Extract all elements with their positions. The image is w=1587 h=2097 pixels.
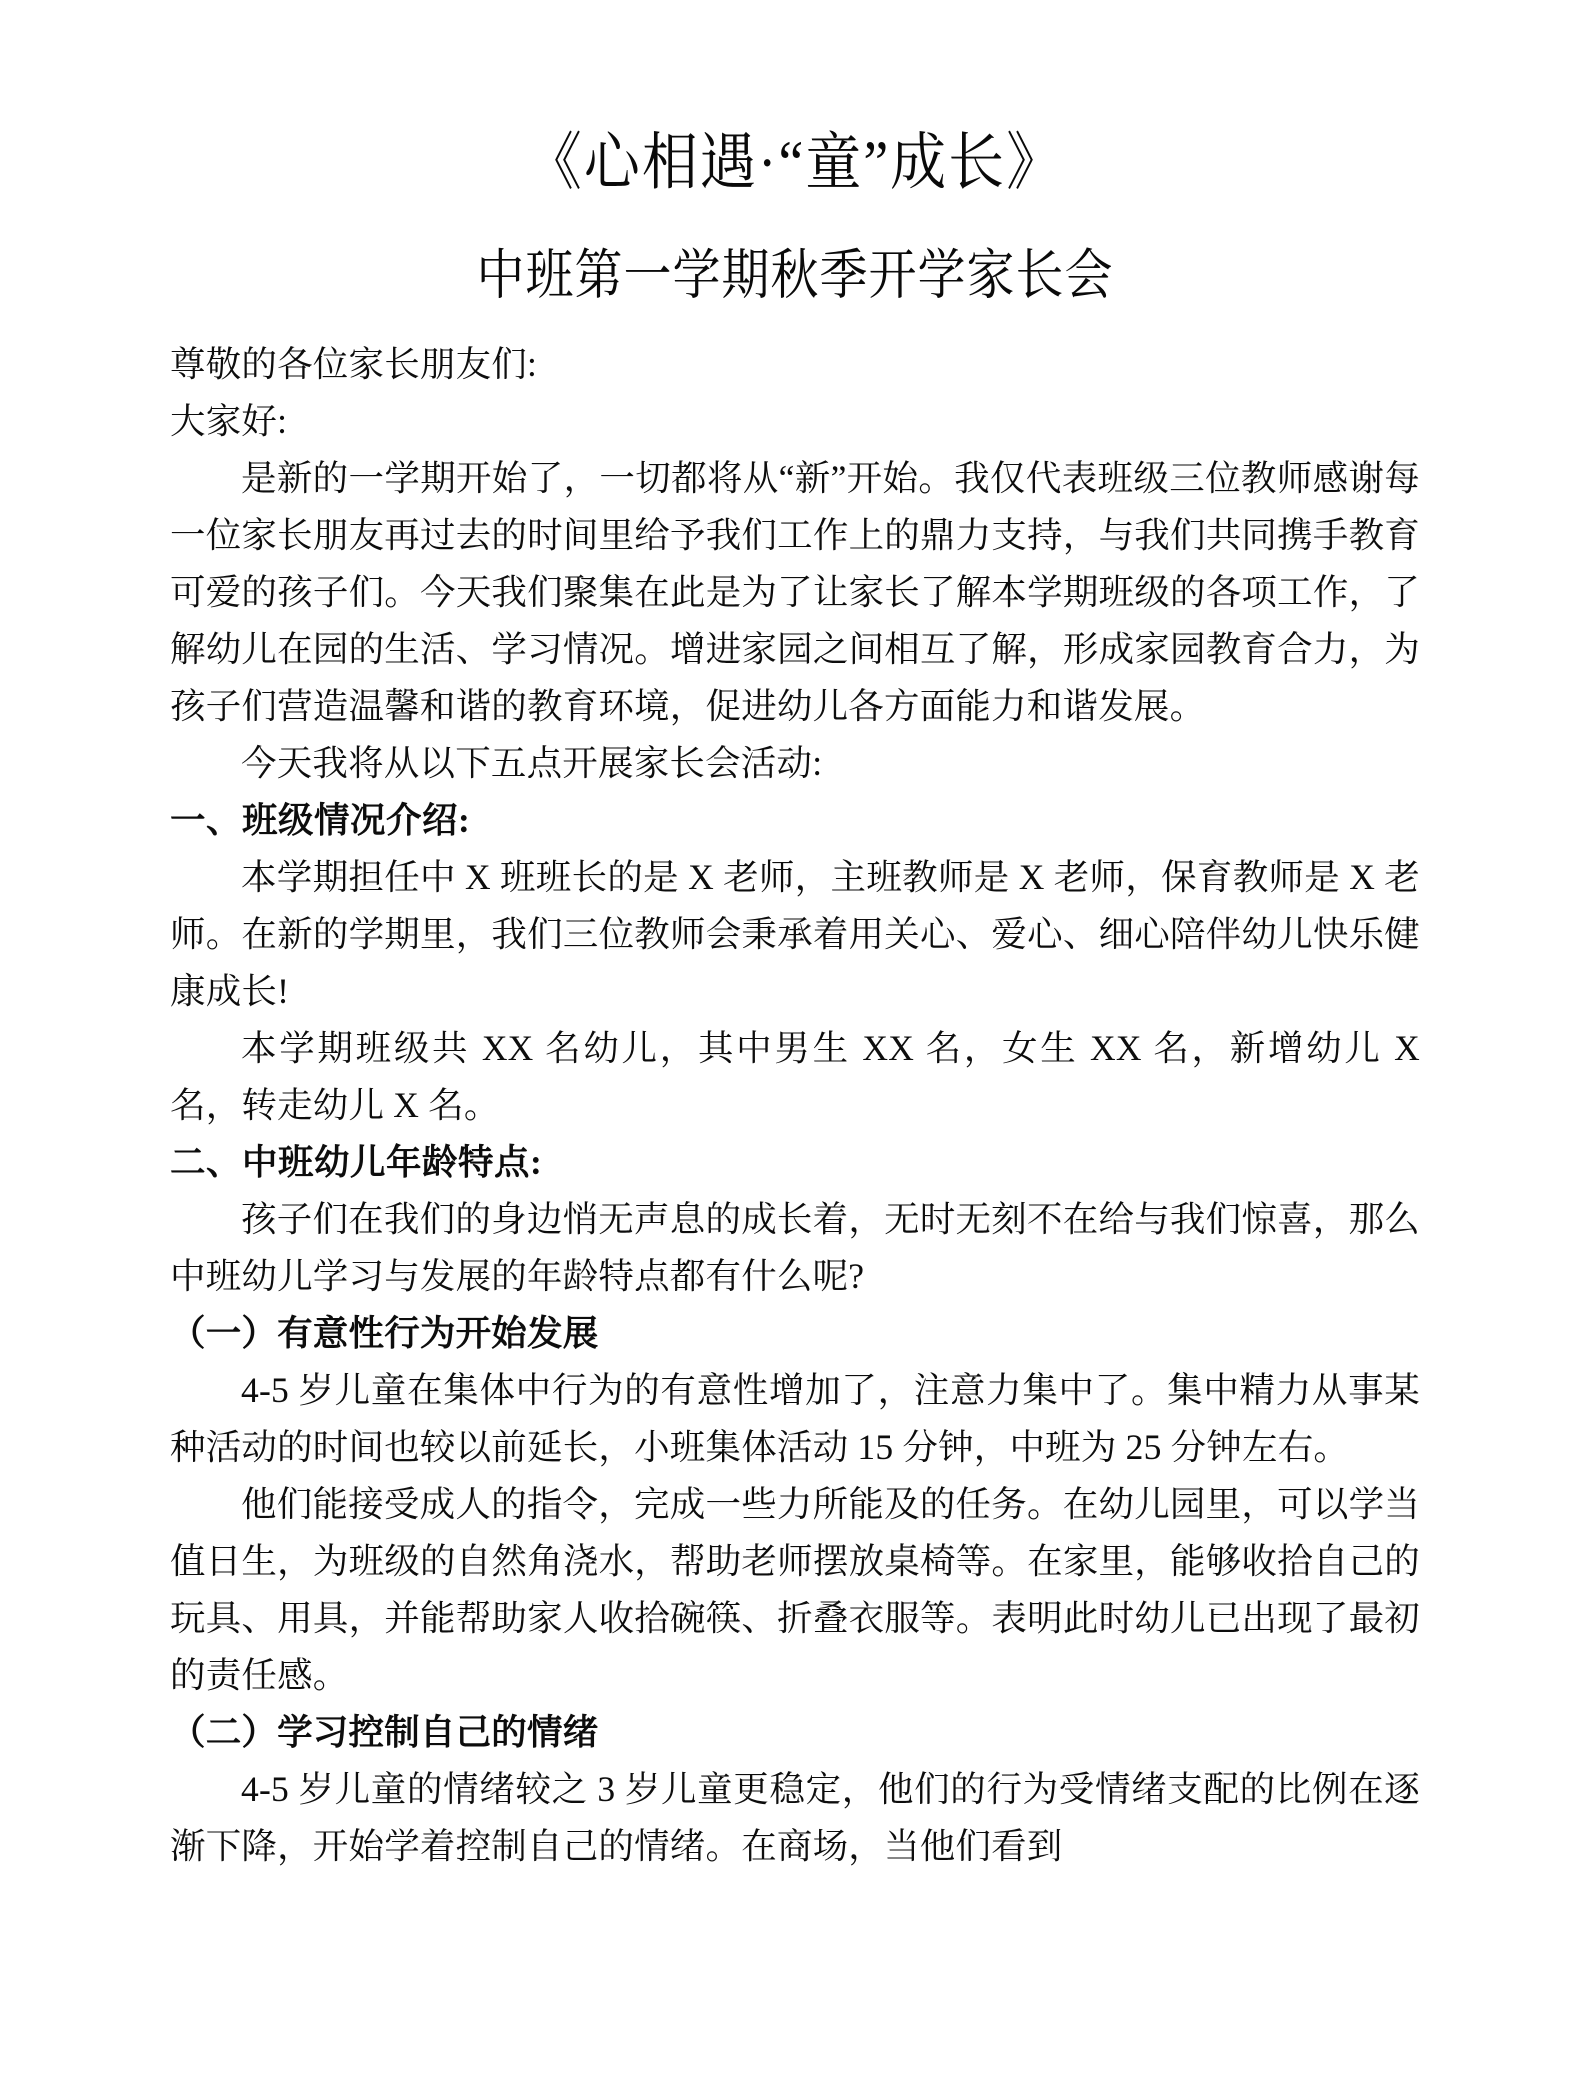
paragraph-section-2-para-1: 孩子们在我们的身边悄无声息的成长着，无时无刻不在给与我们惊喜，那么中班幼儿学习与发展的年龄特点都有什么呢?: [170, 1199, 1420, 1296]
paragraph-section-1-para-2: 本学期班级共 XX 名幼儿，其中男生 XX 名，女生 XX 名，新增幼儿 X 名，转走幼儿 X 名。: [170, 1028, 1420, 1125]
paragraph-subsection-2-heading: （二）学习控制自己的情绪: [170, 1712, 599, 1752]
paragraph-section-1-para-1: 本学期担任中 X 班班长的是 X 老师，主班教师是 X 老师，保育教师是 X 老师。在新的学期里，我们三位教师会秉承着用关心、爱心、细心陪伴幼儿快乐健康成长!: [170, 857, 1420, 1011]
paragraph-subsection-1-heading: （一）有意性行为开始发展: [170, 1313, 599, 1353]
paragraph-opening: 是新的一学期开始了，一切都将从“新”开始。我仅代表班级三位教师感谢每一位家长朋友再过去的时间里给予我们工作上的鼎力支持，与我们共同携手教育可爱的孩子们。今天我们聚集在此是为了让家长了解本学期班级的各项工作，了解幼儿在园的生活、学习情况。增进家园之间相互了解，形成家园教育合力，为孩子们营造温馨和谐的教育环境，促进幼儿各方面能力和谐发展。: [170, 458, 1420, 726]
paragraph-agenda-lead: 今天我将从以下五点开展家长会活动:: [241, 743, 823, 783]
salutation-line-1: 尊敬的各位家长朋友们:: [170, 344, 538, 384]
document-body: [170, 288, 1420, 1875]
page-subtitle: 中班第一学期秋季开学家长会: [476, 245, 1114, 307]
paragraph-subsection-1-para-2: 他们能接受成人的指令，完成一些力所能及的任务。在幼儿园里，可以学当值日生，为班级的自然角浇水，帮助老师摆放桌椅等。在家里，能够收拾自己的玩具、用具，并能帮助家人收拾碗筷、折叠衣服等。表明此时幼儿已出现了最初的责任感。: [170, 1484, 1420, 1695]
salutation-line-2: 大家好:: [170, 401, 288, 441]
paragraph-subsection-2-para-1: 4-5 岁儿童的情绪较之 3 岁儿童更稳定，他们的行为受情绪支配的比例在逐渐下降，开始学着控制自己的情绪。在商场，当他们看到: [170, 1769, 1420, 1866]
paragraph-section-2-heading: 二、中班幼儿年龄特点:: [170, 1142, 543, 1182]
page-title: 《心相遇·“童”成长》: [525, 128, 1065, 199]
paragraph-subsection-1-para-1: 4-5 岁儿童在集体中行为的有意性增加了，注意力集中了。集中精力从事某种活动的时间也较以前延长，小班集体活动 15 分钟，中班为 25 分钟左右。: [170, 1370, 1420, 1467]
paragraph-list: [170, 450, 1420, 1875]
paragraph-section-1-heading: 一、班级情况介绍:: [170, 800, 471, 840]
document-content: [170, 0, 1420, 1875]
